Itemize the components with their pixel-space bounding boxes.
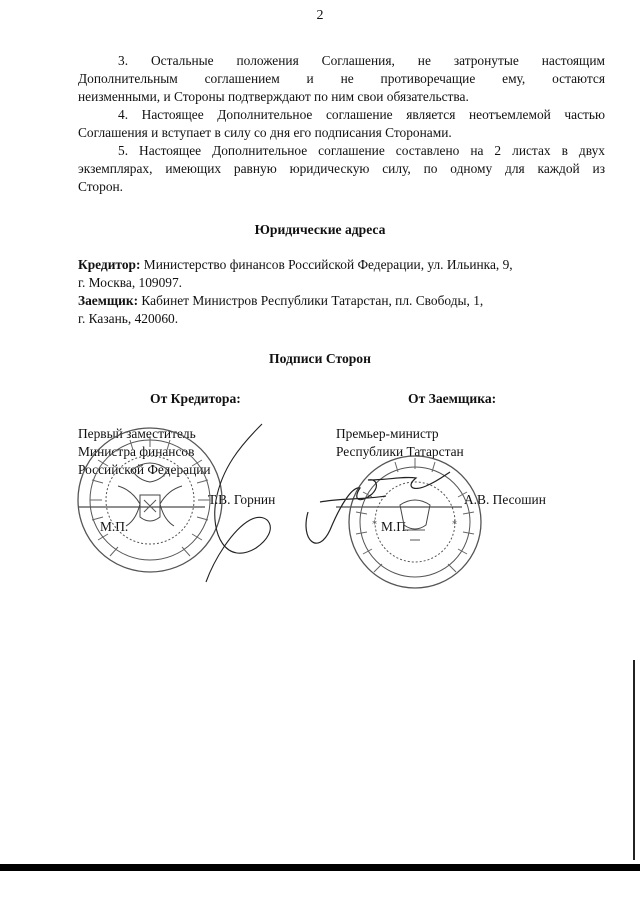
- creditor-title-line: Российской Федерации: [78, 462, 211, 477]
- creditor-seal-mark: М.П.: [100, 519, 129, 534]
- borrower-address-line2: г. Казань, 420060.: [78, 311, 179, 326]
- signatures-heading: Подписи Сторон: [269, 351, 371, 366]
- paragraph-line: Сторон.: [78, 179, 124, 194]
- borrower-address: Кабинет Министров Республики Татарстан, пл. Свободы, 1,: [141, 293, 484, 308]
- paragraph-line: Дополнительным соглашением и не противоречащие ему, остаются: [78, 71, 605, 86]
- borrower-seal-icon: [349, 456, 481, 588]
- creditor-seal-icon: [78, 428, 222, 572]
- svg-text:*: *: [372, 519, 377, 530]
- borrower-signer-name: А.В. Песошин: [464, 492, 546, 507]
- creditor-address: Министерство финансов Российской Федерации, ул. Ильинка, 9,: [143, 257, 513, 272]
- borrower-title-line: Республики Татарстан: [336, 444, 464, 459]
- creditor-title-line: Министра финансов: [78, 444, 195, 459]
- creditor-label: Кредитор:: [78, 257, 141, 272]
- paragraph-line: неизменными, и Стороны подтверждают по ним свои обязательства.: [78, 89, 469, 104]
- creditor-title-line: Первый заместитель: [78, 426, 196, 441]
- svg-text:*: *: [452, 519, 457, 530]
- paragraph-line: 3. Остальные положения Соглашения, не затронутые настоящим: [118, 53, 605, 68]
- paragraph-line: экземплярах, имеющих равную юридическую силу, по одному для каждой из: [78, 161, 605, 176]
- page-edge-line: [633, 660, 635, 860]
- addresses-heading: Юридические адреса: [254, 222, 386, 237]
- page-number: 2: [316, 8, 324, 23]
- borrower-title-line: Премьер-министр: [336, 426, 439, 441]
- creditor-address-line2: г. Москва, 109097.: [78, 275, 183, 290]
- paragraph-line: Соглашения и вступает в силу со дня его подписания Сторонами.: [78, 125, 452, 140]
- creditor-signer-name: Т.В. Горнин: [208, 492, 276, 507]
- borrower-heading: От Заемщика:: [408, 391, 497, 406]
- creditor-heading: От Кредитора:: [150, 391, 241, 406]
- scan-bottom-bar: [0, 864, 640, 871]
- creditor-signature-icon: [206, 424, 270, 582]
- borrower-seal-mark: М.П.: [381, 519, 410, 534]
- paragraph-line: 4. Настоящее Дополнительное соглашение является неотъемлемой частью: [118, 107, 605, 122]
- paragraph-line: 5. Настоящее Дополнительное соглашение составлено на 2 листах в двух: [118, 143, 605, 158]
- borrower-label: Заемщик:: [78, 293, 139, 308]
